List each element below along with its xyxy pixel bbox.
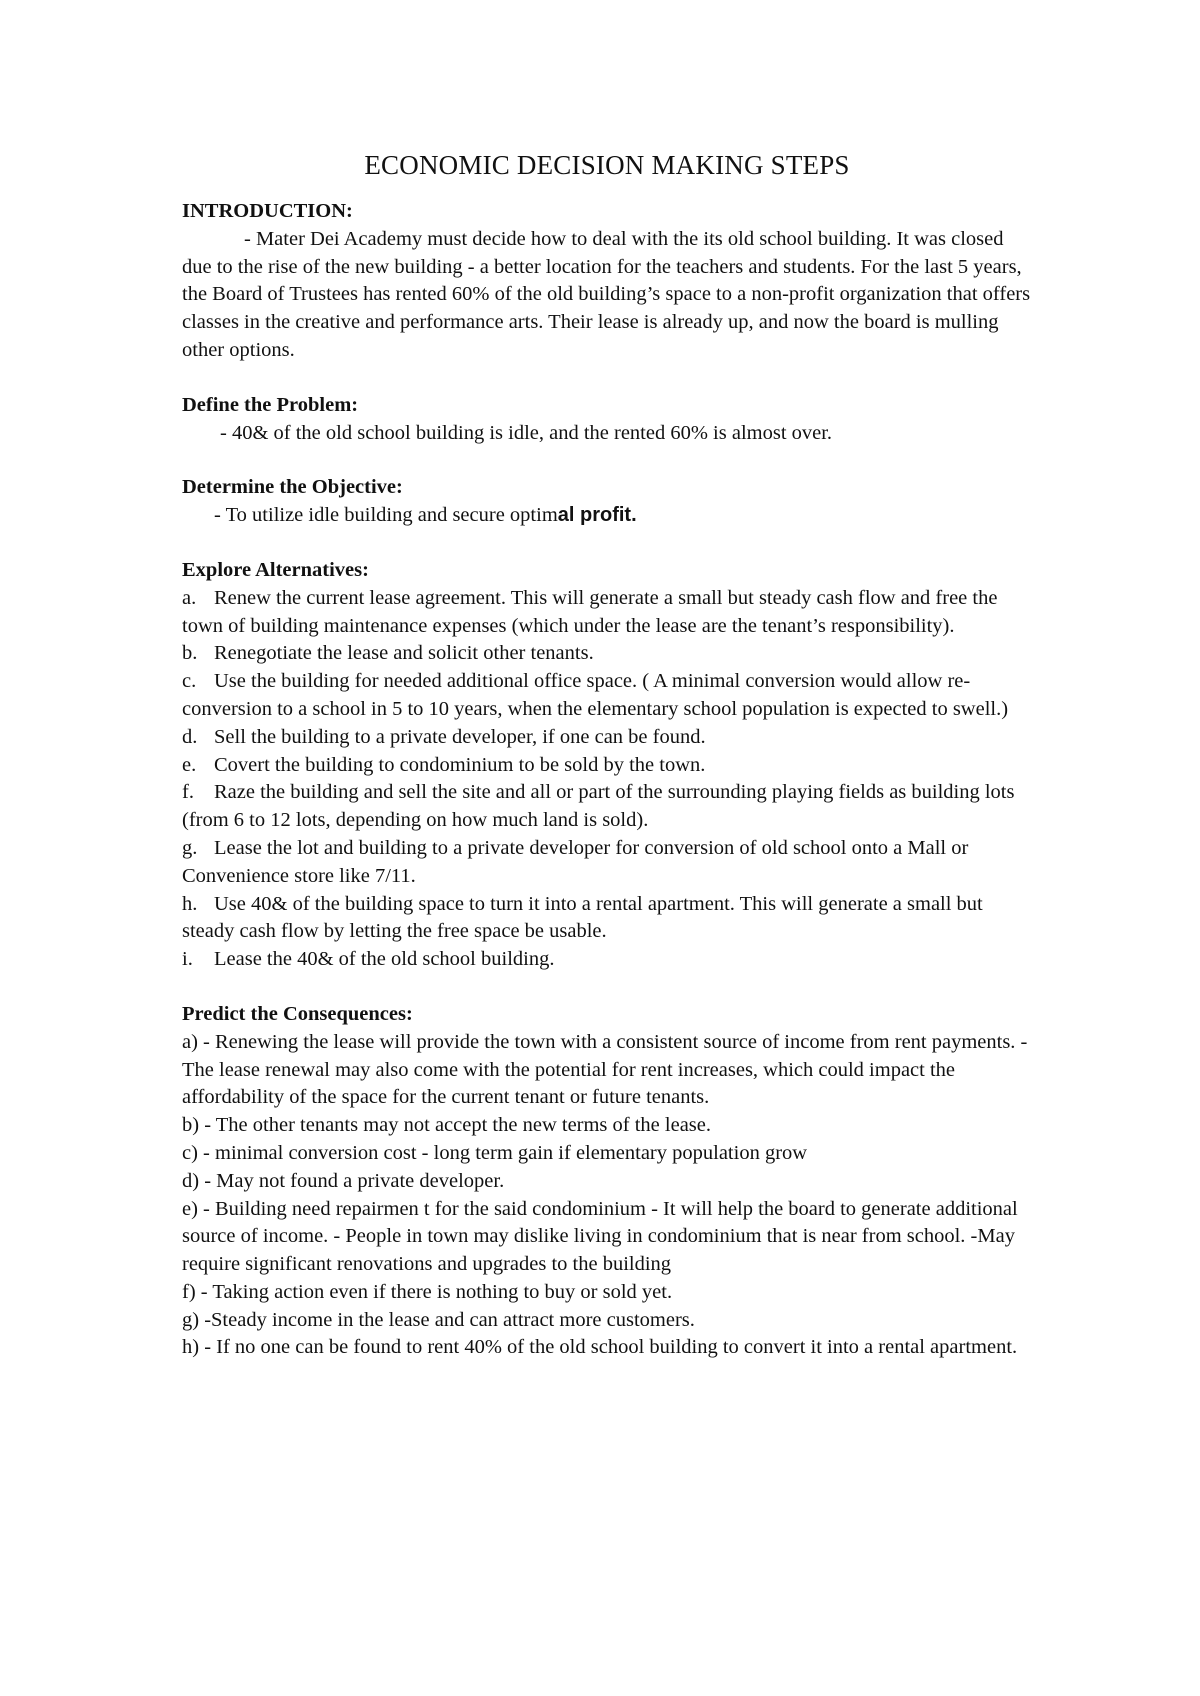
objective-heading: Determine the Objective: (182, 476, 403, 499)
list-item-letter: i. (182, 948, 193, 971)
list-item-letter: e. (182, 753, 197, 776)
spacer (182, 447, 1032, 474)
list-item: h) - If no one can be found to rent 40% of the old school building to convert it into a rental apartment. (182, 1336, 1018, 1359)
document-title: ECONOMIC DECISION MAKING STEPS (364, 150, 850, 180)
spacer (182, 365, 1032, 392)
objective-text-tail: al profit. (557, 504, 637, 527)
list-item: a) - Renewing the lease will provide the town with a consistent source of income from rent payments. - The lease renewal may also come with the potential for rent increases, which could impact the affordability of the space for the current tenant or future tenants. (182, 1030, 1028, 1109)
list-item: c) - minimal conversion cost - long term gain if elementary population grow (182, 1141, 808, 1164)
list-item (182, 779, 1032, 835)
consequences-section (182, 1001, 1032, 1362)
list-item-letter: d. (182, 725, 198, 748)
list-item-letter: h. (182, 892, 198, 915)
problem-text: - 40& of the old school building is idle, and the rented 60% is almost over. (220, 421, 833, 444)
list-item (182, 585, 1032, 641)
consequences-heading: Predict the Consequences: (182, 1002, 413, 1025)
list-item-text: Lease the 40& of the old school building. (214, 948, 555, 971)
spacer (182, 530, 1032, 557)
list-item (182, 668, 1032, 724)
alternatives-list (182, 585, 1032, 974)
alternatives-section (182, 557, 1032, 974)
list-item-text: Use 40& of the building space to turn it into a rental apartment. This will generate a small but steady cash flow by letting the free space be usable. (182, 892, 983, 943)
introduction-section (182, 198, 1032, 365)
list-item (182, 724, 1032, 752)
consequences-list (182, 1029, 1032, 1363)
list-item: g) -Steady income in the lease and can attract more customers. (182, 1308, 695, 1331)
list-item (182, 946, 1032, 974)
list-item-text: Renegotiate the lease and solicit other tenants. (214, 642, 594, 665)
introduction-heading: INTRODUCTION: (182, 200, 353, 222)
list-item-letter: f. (182, 781, 194, 804)
objective-text (182, 502, 1032, 530)
objective-text-main: - To utilize idle building and secure optim (214, 504, 558, 527)
list-item: d) - May not found a private developer. (182, 1169, 505, 1192)
introduction-text: - Mater Dei Academy must decide how to deal with the its old school building. It was closed due to the rise of the new building - a better location for the teachers and students. For the last 5 years, the Board of Trustees has rented 60% of the old building’s space to a non-profit organization that offers classes in the creative and performance arts. Their lease is already up, and now the board is mulling other options. (182, 227, 1031, 361)
problem-section (182, 392, 1032, 448)
list-item-text: Use the building for needed additional office space. ( A minimal conversion would allow re-conversion to a school in 5 to 10 years, when the elementary school population is expected to swell.) (182, 670, 1009, 720)
list-item-letter: b. (182, 642, 198, 665)
objective-section (182, 474, 1032, 530)
spacer (182, 974, 1032, 1001)
list-item (182, 891, 1032, 947)
list-item (182, 835, 1032, 891)
list-item (182, 640, 1032, 668)
alternatives-heading: Explore Alternatives: (182, 558, 369, 581)
list-item-text: Sell the building to a private developer, if one can be found. (214, 725, 706, 748)
list-item: e) - Building need repairmen t for the said condominium - It will help the board to generate additional source of income. - People in town may dislike living in condominium that is near from school. -May require significant renovations and upgrades to the building (182, 1197, 1018, 1276)
list-item-letter: a. (182, 586, 197, 609)
list-item-letter: c. (182, 670, 197, 693)
list-item-text: Lease the lot and building to a private developer for conversion of old school onto a Mall or Convenience store like 7/11. (182, 836, 969, 887)
document-page (182, 148, 1032, 1362)
list-item-letter: g. (182, 836, 198, 859)
list-item-text: Renew the current lease agreement. This will generate a small but steady cash flow and free the town of building maintenance expenses (which under the lease are the tenant’s responsibility). (182, 586, 998, 637)
list-item-text: Covert the building to condominium to be sold by the town. (214, 753, 706, 776)
problem-heading: Define the Problem: (182, 393, 359, 416)
list-item (182, 752, 1032, 780)
list-item: f) - Taking action even if there is nothing to buy or sold yet. (182, 1280, 673, 1303)
list-item-text: Raze the building and sell the site and all or part of the surrounding playing fields as building lots (from 6 to 12 lots, depending on how much land is sold). (182, 781, 1015, 832)
list-item: b) - The other tenants may not accept the new terms of the lease. (182, 1114, 712, 1137)
